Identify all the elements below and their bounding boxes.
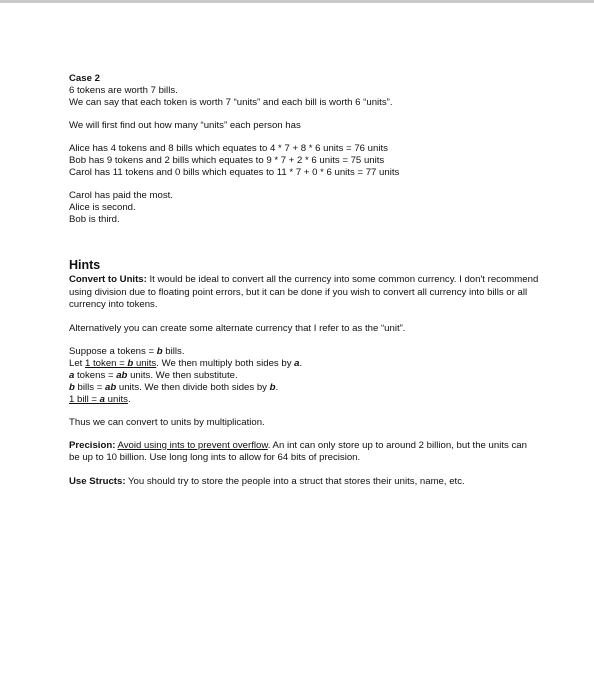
bob-line: Bob has 9 tokens and 2 bills which equates to 9 * 7 + 2 * 6 units = 75 units xyxy=(69,155,385,166)
let-equation: 1 token = b units xyxy=(85,357,157,369)
one-bill-equation: 1 bill = a units xyxy=(69,393,128,405)
multiplication-line: Thus we can convert to units by multiplication. xyxy=(69,416,265,428)
case-title: Case 2 xyxy=(69,73,100,84)
one-bill-line: 1 bill = a units. xyxy=(69,393,131,405)
result-line-1: Carol has paid the most. xyxy=(69,190,173,201)
structs-label: Use Structs: xyxy=(69,475,126,487)
a-tokens-line: a tokens = ab units. We then substitute. xyxy=(69,369,238,381)
precision-paragraph xyxy=(69,440,539,465)
case-line-2: We can say that each token is worth 7 “units” and each bill is worth 6 “units”. xyxy=(69,97,393,108)
carol-line: Carol has 11 tokens and 0 bills which equates to 11 * 7 + 0 * 6 units = 77 units xyxy=(69,167,400,178)
document-page xyxy=(69,73,539,488)
b-bills-line: b bills = ab units. We then divide both sides by b. xyxy=(69,381,279,393)
precision-label: Precision: xyxy=(69,439,116,451)
case-line-1: 6 tokens are worth 7 bills. xyxy=(69,85,178,96)
alternate-line: Alternatively you can create some alternate currency that I refer to as the “unit”. xyxy=(69,322,406,334)
alice-line: Alice has 4 tokens and 8 bills which equates to 4 * 7 + 8 * 6 units = 76 units xyxy=(69,143,388,154)
structs-text: You should try to store the people into a struct that stores their units, name, etc. xyxy=(125,475,465,487)
precision-text: . An int can only store up to around 2 billion, but the units can be up to 10 billion. Use long long ints to allow for 64 bits of precision. xyxy=(69,439,527,463)
structs-paragraph xyxy=(69,476,539,489)
precision-link: Avoid using ints to prevent overflow xyxy=(117,439,268,451)
top-border xyxy=(0,0,594,3)
convert-paragraph xyxy=(69,274,539,312)
result-line-2: Alice is second. xyxy=(69,202,136,213)
hints-title: Hints xyxy=(69,258,101,272)
case-line-3: We will first find out how many “units” each person has xyxy=(69,120,301,131)
result-line-3: Bob is third. xyxy=(69,214,120,225)
suppose-line: Suppose a tokens = b bills. xyxy=(69,345,185,357)
convert-label: Convert to Units: xyxy=(69,274,147,285)
let-line: Let 1 token = b units. We then multiply both sides by a. xyxy=(69,357,303,369)
convert-text: It would be ideal to convert all the currency into some common currency. I don't recommend using division due to floating point errors, but it can be done if you wish to convert all currency into bills or all currency into tokens. xyxy=(69,274,539,310)
